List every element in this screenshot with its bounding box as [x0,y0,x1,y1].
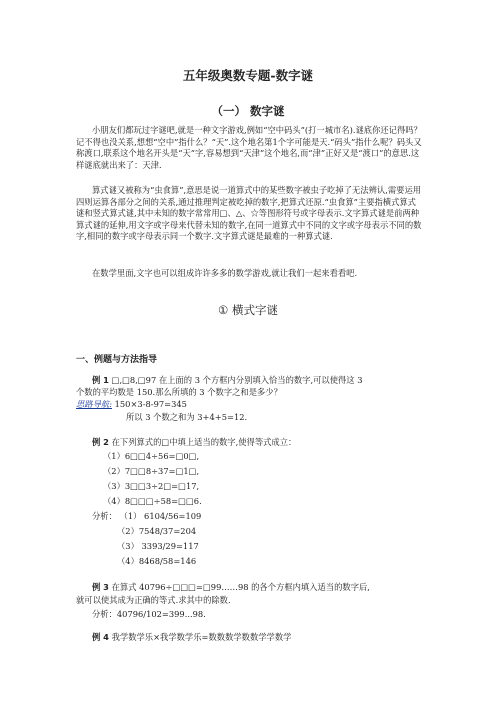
example-4-label: 例 4 [92,632,109,642]
example-2-answer-1: （1） 6104/56=109 [119,511,202,521]
page-title: 五年级奥数专题-数字谜 [182,68,314,83]
example-2-analysis-label: 分析： [92,511,117,521]
example-2-answer-3: （3） 3393/29=117 [117,541,199,551]
example-2-analysis-line [92,511,201,523]
example-2-answer-2: （2）7548/37=204 [117,526,197,536]
example-3-label: 例 3 [92,582,109,592]
part-heading: 一、例题与方法指导 [76,355,158,365]
example-2-item-2: （2）7□□8÷37=□1□, [103,466,200,476]
example-2-text: 在下列算式的□中填上适当的数字,使得等式成立： [111,437,297,447]
example-1-hint-text: 150×3-8-97=345 [114,399,187,409]
example-3-text-1: 在算式 40796÷□□□=□99……98 的各个方框内填入适当的数字后, [111,582,370,592]
example-1-text-2: 个数的平均数是 150.那么所填的 3 个数字之和是多少？ [76,387,282,397]
example-2-item-4: （4）8□□□÷58=□□6. [103,496,202,506]
example-3-line-1 [92,582,370,594]
example-1-text-1: □,□8,□97 在上面的 3 个方框内分别填入恰当的数字,可以使得这 3 [111,375,363,385]
example-4-text: 我学数学乐×我学数学乐=数数数学数数学学数学 [111,632,292,642]
example-3-text-2: 就可以使其成为正确的等式.求其中的除数. [76,595,231,605]
example-1-label: 例 1 [92,375,109,385]
example-4-line [92,632,291,644]
example-3-analysis: 分析：40796/102=399...98. [92,609,206,619]
intro-paragraph-3: 在数学里面,文字也可以组成许许多多的数学游戏,就让我们一起来看看吧. [92,268,358,278]
example-2-label: 例 2 [92,437,109,447]
example-2-item-1: （1）6□□4÷56=□0□, [103,451,200,461]
section-heading-1: （一） 数字谜 [211,104,285,118]
section-heading-2: ① 横式字谜 [218,303,278,317]
intro-paragraph-2: 算式谜又被称为“虫食算”,意思是说一道算式中的某些数字被虫子吃掉了无法辨认,需要运用四则运算各部分之间的关系,通过推理判定被吃掉的数字,把算式还原.“虫食算”主要指横式算式谜和竖式算式谜,其中未知的数字常常用□、△、☆等图形符号或字母表示.文字算式谜是前两种算式谜的延伸,用文字或字母来代替未知的数字,在同一道算式中不同的文字或字母表示不同的数字,相同的数字或字母表示同一个数字.文字算式谜是最难的一种算式谜. [76,185,422,242]
example-1-line-1 [92,375,363,387]
example-2-answer-4: （4）8468/58=146 [117,556,197,566]
example-2-line [92,437,296,449]
example-1-answer: 所以 3 个数之和为 3+4+5=12. [126,412,248,422]
example-2-item-3: （3）3□□3÷2□=□17, [103,481,200,491]
example-1-hint-line [76,399,187,411]
intro-paragraph-1: 小朋友们都玩过字谜吧,就是一种文字游戏,例如“空中码头”(打一城市名).谜底你还记得吗？记不得也没关系,想想“空中”指什么？“天”.这个地名第1个字可能是天.“码头”指什么呢？码头又称渡口,联系这个地名开头是“天”字,容易想到“天津”这个地名,而“津”正好又是“渡口”的意思.这样谜底就出来了：天津. [76,125,422,170]
example-1-hint-label: 思路导航: [76,399,112,409]
